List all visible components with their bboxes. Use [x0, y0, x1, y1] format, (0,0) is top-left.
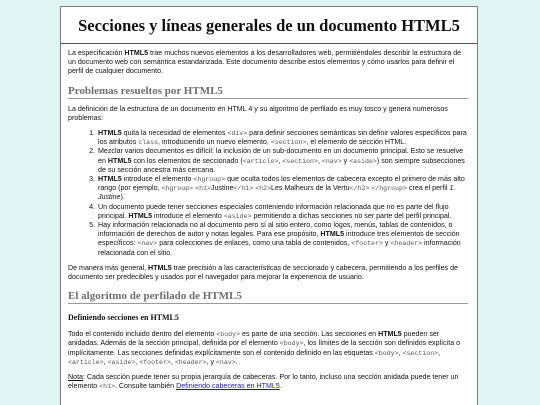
- problems-closing: De manera más general, HTML5 trae precisión a las características de seccionado y cabecera, permitiendo a los perfiles de documento ser predecibles y usados por el navegador para mejorar la experiencia de usuario.: [68, 263, 458, 282]
- page-title: Secciones y líneas generales de un documento HTML5: [61, 7, 477, 44]
- list-item: 2. Mezclar varios documentos es difícil: la inclusión de un sub-documento en un documento principal. Esto se resuelve en HTML5 con los elementos de seccionado (<article>, <section>, <nav> y <aside>) son siempre subsecciones de su sección ancestra más cercana.: [97, 147, 468, 175]
- intro-paragraph: La especificación HTML5 trae muchos nuevos elementos a los desarrolladores web, permitiéndoles describir la estructura de un documento web con semántica estandarizada. Este documento describe estos elementos y cómo usarlos para definir el perfil de cualquier documento.: [68, 49, 462, 76]
- document-content: [61, 49, 477, 391]
- list-item: 3. HTML5 introduce el elemento <hgroup> que oculta todos los elementos de cabecera excepto el primero de más alto rango (por ejemplo, <hgroup> <h1>Justine</h1> <h2>Les Malheurs de la Vertu</h2> </hgroup> crea el perfil 1. Justine).: [97, 175, 468, 203]
- section-heading-algorithm: El algoritmo de perfilado de HTML5: [68, 290, 468, 304]
- list-item: 5. Hay información relacionada no al documento pero sí al sitio entero, como logos, menús, tablas de contenidos, o información de derechos de autor y notas legales. Para ese propósito, HTML5 introduce tres elementos de sección específicos: <nav> para colecciones de enlaces, como una tabla de contenidos, <footer> y <header> información relacionada con el sitio.: [97, 221, 468, 258]
- sections-paragraph: Todo el contenido incluido dentro del elemento <body> es parte de una sección. Las secciones en HTML5 pueden ser anidadas. Además de la sección principal, definida por el elemento <body>, los límites de la sección son definidos explícita o implícitamente. Las secciones definidas explícitamente son el contenido definido en las etiquetas <body>, <section>, <article>, <aside>, <footer>, <header>, y <nav>.: [68, 330, 461, 366]
- document-page: [60, 6, 478, 405]
- html5-term: HTML5: [124, 49, 149, 57]
- note-paragraph: Nota: Cada sección puede tener su propia jerarquía de cabeceras. Por lo tanto, incluso una sección anidada puede tener un elemento <h1>. Consulte también Definiendo cabeceras en HTML5.: [68, 373, 459, 391]
- problems-list: [68, 129, 468, 258]
- list-item: 4. Un documento puede tener secciones especiales conteniendo información relacionada que no es parte del flujo principal. HTML5 introduce el elemento <aside> permitiendo a dichas secciones no ser parte del perfil principal.: [97, 203, 468, 221]
- defining-headings-link[interactable]: Definiendo cabeceras en HTML5: [176, 382, 280, 391]
- list-item: 1. HTML5 quita la necesidad de elementos <div> para definir secciones semánticas sin definir valores específicos para los atributos class, introduciendo un nuevo elemento, <section>, el elemento de sección HTML.: [97, 129, 468, 147]
- subheading-defining-sections: Definiendo secciones en HTML5: [68, 313, 179, 323]
- section-heading-problems: Problemas resueltos por HTML5: [68, 85, 468, 99]
- problems-lead: La definición de la estructura de un documento en HTML 4 y su algoritmo de perfilado es muy tosco y genera numerosos problemas:: [68, 104, 448, 122]
- note-label: Nota: [68, 373, 83, 382]
